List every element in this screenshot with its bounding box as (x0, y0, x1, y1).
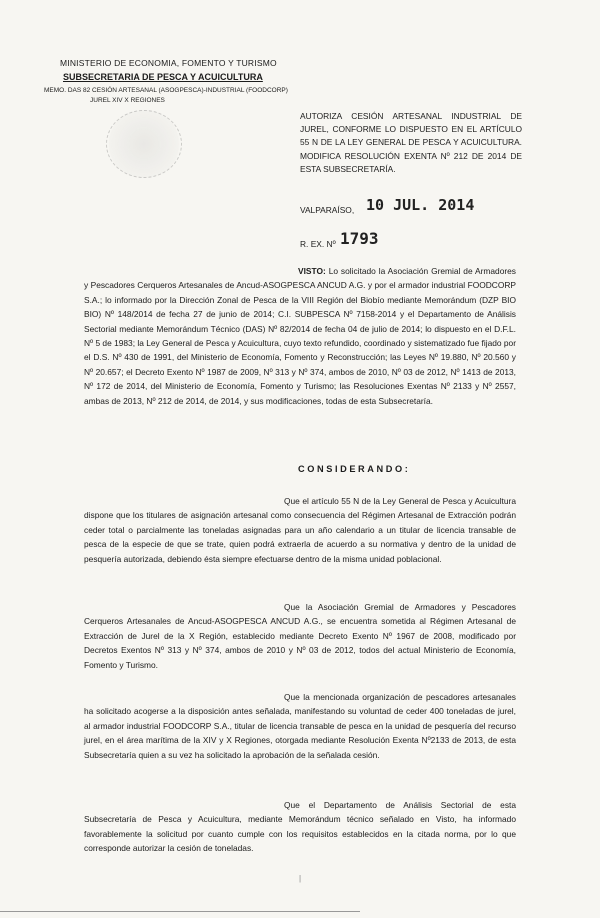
visto-paragraph (84, 264, 516, 408)
ministry-name: MINISTERIO DE ECONOMIA, FOMENTO Y TURISMO (60, 58, 277, 68)
resolution-subject: AUTORIZA CESIÓN ARTESANAL INDUSTRIAL DE JUREL, CONFORME LO DISPUESTO EN EL ARTÍCULO 55 N DE LA LEY GENERAL DE PESCA Y ACUICULTURA. MODIFICA RESOLUCIÓN EXENTA Nº 212 DE 2014 DE ESTA SUBSECRETARÍA. (300, 111, 522, 174)
considerando-paragraph-4: Que el Departamento de Análisis Sectorial de esta Subsecretaría de Pesca y Acuicultura, mediante Memorándum técnico señalado en Visto, ha informado favorablemente la solicitud por cuanto cumple con los requisitos establecidos en la citada norma, por lo que corresponde autorizar la cesión de toneladas. (84, 800, 516, 854)
visto-label: VISTO: (298, 266, 326, 276)
date-stamp: 10 JUL. 2014 (366, 196, 475, 214)
official-stamp (106, 110, 182, 178)
resolution-label: R. EX. Nº (300, 239, 336, 249)
considerando-paragraph-1: Que el artículo 55 N de la Ley General de Pesca y Acuicultura dispone que los titulares de asignación artesanal como consecuencia del Régimen Artesanal de Extracción podrán ceder total o parcialmente las toneladas asignadas para un año calendario a un titular de licencia transable de pesca de la especie de que se trate, quien podrá extraerla de acuerdo a su normativa y dentro de la unidad de pesquería autorizada, debiendo ésta siempre efectuarse dentro de la misma unidad poblacional. (84, 496, 516, 564)
subsecretaria-name: SUBSECRETARIA DE PESCA Y ACUICULTURA (63, 72, 263, 82)
place-label: VALPARAÍSO, (300, 205, 355, 215)
considerando-paragraph-2: Que la Asociación Gremial de Armadores y Pescadores Cerqueros Artesanales de Ancud-ASOGPESCA ANCUD A.G., se encuentra sometida al Régimen Artesanal de Extracción de Jurel de la X Región, establecido mediante Decreto Exento Nº 1967 de 2008, modificado por Decretos Exentos Nº 313 y Nº 374, ambos de 2010 y Nº 03 de 2012, todos del actual Ministerio de Economía, Fomento y Turismo. (84, 602, 516, 670)
memo-reference: MEMO. DAS 82 CESIÓN ARTESANAL (ASOGPESCA)-INDUSTRIAL (FOODCORP) (44, 87, 288, 94)
bottom-rule (0, 911, 360, 912)
considerando-heading: CONSIDERANDO: (298, 464, 411, 474)
page-mark: | (299, 874, 302, 883)
resolution-number: 1793 (340, 229, 379, 248)
memo-reference-region: JUREL XIV X REGIONES (90, 97, 165, 104)
visto-text: Lo solicitado la Asociación Gremial de Armadores y Pescadores Cerqueros Artesanales de Ancud-ASOGPESCA ANCUD A.G. y por el armador industrial FOODCORP S.A.; lo informado por la Dirección Zonal de Pesca de la VIII Región del Biobío mediante Memorándum (DZP BIO BIO) Nº 148/2014 de fecha 27 de junio de 2014; C.I. SUBPESCA Nº 7158-2014 y el Departamento de Análisis Sectorial mediante Memorándum Técnico (DAS) Nº 82/2014 de fecha 04 de julio de 2014; lo dispuesto en el D.F.L. Nº 5 de 1983; la Ley General de Pesca y Acuicultura, cuyo texto refundido, coordinado y sistematizado fue fijado por el D.S. Nº 430 de 1991, del Ministerio de Economía, Fomento y Reconstrucción; las Leyes Nº 19.880, Nº 20.560 y Nº 20.657; el Decreto Exento Nº 1987 de 2009, Nº 313 y Nº 374, ambos de 2010, Nº 03 de 2012, Nº 1413 de 2013, Nº 172 de 2014, del Ministerio de Economía, Fomento y Turismo; las Resoluciones Exentas Nº 2133 y Nº 2557, ambas de 2013, Nº 212 de 2014, de 2014, y sus modificaciones, todas de esta Subsecretaría. (84, 266, 516, 406)
considerando-paragraph-3: Que la mencionada organización de pescadores artesanales ha solicitado acogerse a la disposición antes señalada, manifestando su voluntad de ceder 400 toneladas de jurel, al armador industrial FOODCORP S.A., titular de licencia transable de pesca en la unidad de pesquería del recurso jurel, en el área marítima de la XIV y X Regiones, otorgada mediante Resolución Exenta Nº2133 de 2013, de esta Subsecretaría quien a su vez ha solicitado la aprobación de la señalada cesión. (84, 692, 516, 760)
